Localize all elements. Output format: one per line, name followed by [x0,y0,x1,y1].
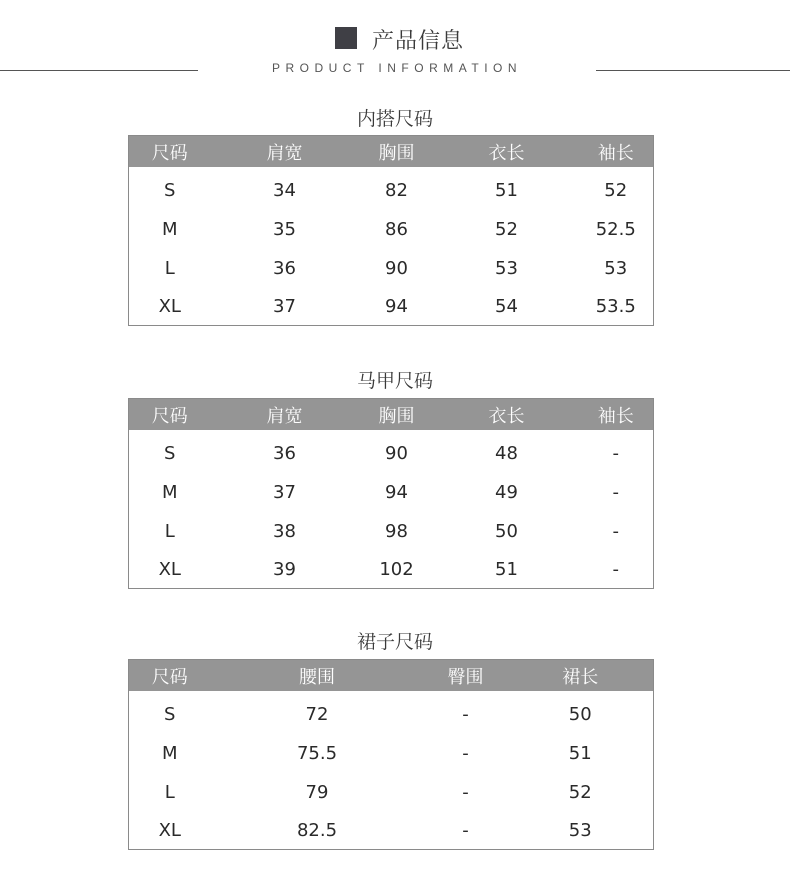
table-cell: - [462,704,469,725]
table-cell: 50 [495,521,518,542]
table-header-cell: 腰围 [211,660,424,692]
table-cell: 82 [385,180,408,201]
table-cell: - [462,743,469,764]
table-cell: 90 [385,443,408,464]
table-cell: XL [158,820,181,841]
header-subtitle: PRODUCT INFORMATION [271,61,523,75]
table-cell: M [161,743,178,764]
table-header-cell: 胸围 [359,399,435,431]
table-title-inner: 内搭尺码 [356,108,433,130]
header-rule-right [596,70,790,71]
table-cell: 86 [385,219,408,240]
table-cell: 52 [604,180,628,201]
table-cell: 94 [385,482,408,503]
table-cell: 52 [568,782,592,803]
table-cell: 82.5 [296,820,338,841]
table-row [129,551,654,589]
table-row [129,773,654,812]
size-table-skirt [128,659,654,850]
table-cell: - [612,482,619,503]
table-title-skirt: 裙子尺码 [356,631,433,653]
table-cell: 51 [568,743,592,764]
table-cell: L [164,782,175,803]
table-cell: 38 [273,521,296,542]
table-title-vest: 马甲尺码 [356,370,433,392]
table-cell: 90 [385,258,408,279]
table-row [129,473,654,512]
table-row [129,288,654,326]
table-header-cell: 尺码 [129,136,211,168]
table-cell: 51 [495,180,518,201]
table-cell: 53 [568,820,592,841]
table-cell: 52 [495,219,518,240]
table-header-cell: 尺码 [129,660,211,692]
table-cell: 34 [273,180,296,201]
table-cell: S [164,704,176,725]
table-cell: 52.5 [595,219,636,240]
header-rule-left [0,70,198,71]
table-cell: S [164,180,176,201]
table-cell: L [164,521,175,542]
size-table-inner [128,135,654,326]
table-row [129,691,654,734]
table-cell: - [462,820,469,841]
table-header-row [129,399,654,431]
table-cell: - [612,559,619,580]
table-cell: 37 [273,482,296,503]
table-header-cell: 臀围 [424,660,508,692]
table-cell: 98 [385,521,408,542]
table-cell: 37 [273,296,296,317]
table-header-row [129,136,654,168]
table-row [129,167,654,210]
table-cell: M [161,219,178,240]
table-cell: XL [158,559,181,580]
table-cell: - [462,782,469,803]
table-cell: 94 [385,296,408,317]
table-cell: L [164,258,175,279]
table-header-cell: 衣长 [435,136,579,168]
table-header-cell: 胸围 [359,136,435,168]
table-header-cell: 尺码 [129,399,211,431]
table-row [129,734,654,773]
size-table-vest [128,398,654,589]
table-cell: 53 [495,258,518,279]
table-cell: - [612,521,619,542]
table-cell: 48 [495,443,518,464]
header-title: 产品信息 [372,29,465,54]
table-cell: S [164,443,176,464]
table-cell: 50 [568,704,592,725]
table-cell: 75.5 [296,743,338,764]
product-info-header [0,0,790,90]
table-header-cell: 肩宽 [211,399,359,431]
table-cell: 35 [273,219,296,240]
table-row [129,430,654,473]
table-cell: 53.5 [595,296,636,317]
table-header-cell: 裙长 [508,660,654,692]
header-square-icon [335,27,357,49]
table-cell: 102 [379,559,414,580]
table-cell: 36 [273,443,296,464]
table-cell: 39 [273,559,296,580]
table-cell: 72 [305,704,329,725]
table-cell: 54 [495,296,518,317]
table-cell: 79 [305,782,329,803]
table-row [129,512,654,551]
table-cell: M [161,482,178,503]
table-row [129,210,654,249]
table-cell: 51 [495,559,518,580]
table-cell: 53 [604,258,628,279]
table-header-cell: 衣长 [435,399,579,431]
table-header-cell: 袖长 [579,399,654,431]
table-cell: XL [158,296,181,317]
table-cell: 36 [273,258,296,279]
table-header-cell: 袖长 [579,136,654,168]
table-header-cell: 肩宽 [211,136,359,168]
table-header-row [129,660,654,692]
table-cell: 49 [495,482,518,503]
table-row [129,249,654,288]
table-row [129,812,654,850]
table-cell: - [612,443,619,464]
